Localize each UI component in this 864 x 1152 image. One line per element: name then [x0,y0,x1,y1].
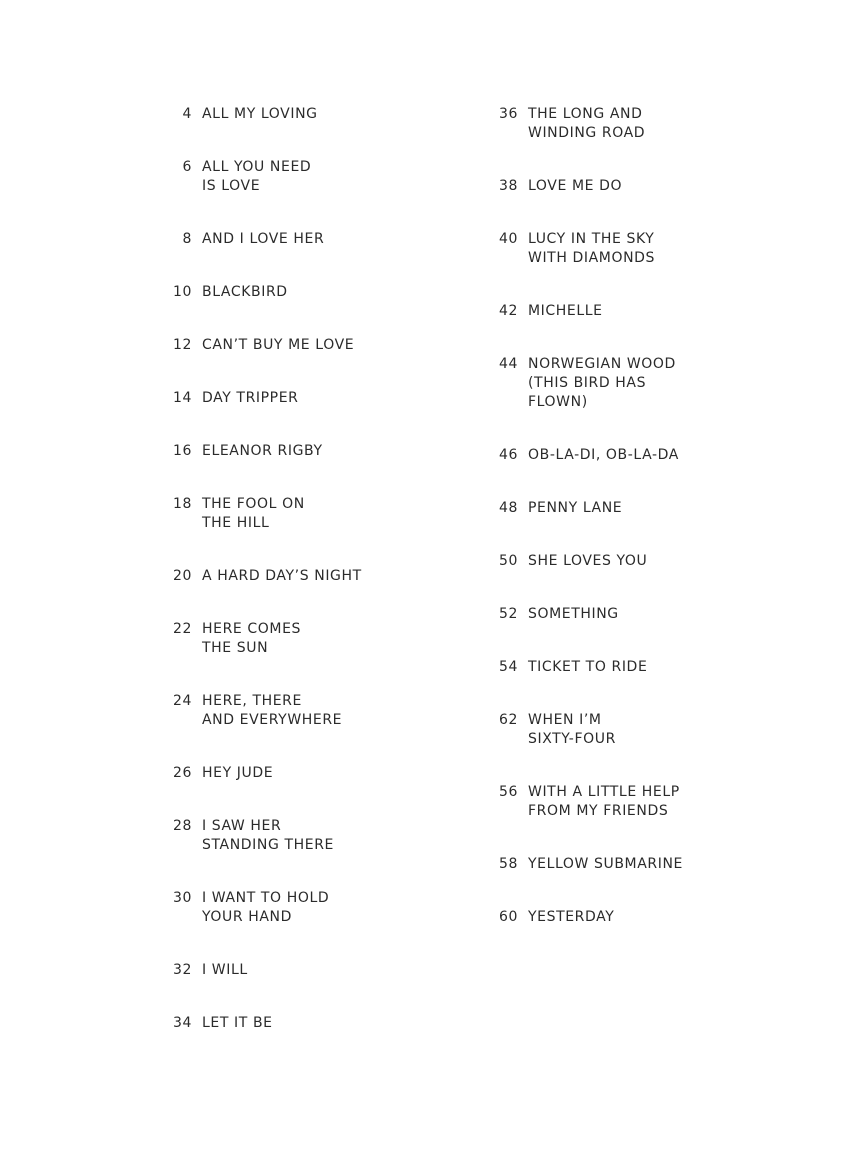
toc-entry [486,177,683,196]
page-number: 20 [172,568,192,584]
toc-entry [486,302,683,321]
song-title: LOVE ME DO [528,178,623,194]
toc-entry [486,355,683,412]
toc-entry [160,961,362,980]
toc-entry [486,711,683,749]
song-title: AND I LOVE HER [202,231,325,247]
song-title: TICKET TO RIDE [528,659,648,675]
song-title: LET IT BE [202,1015,273,1031]
toc-entry [486,105,683,143]
song-title: ELEANOR RIGBY [202,443,323,459]
page-number: 34 [172,1015,192,1031]
toc-entry [160,105,362,124]
song-title: DAY TRIPPER [202,390,299,406]
page-number: 36 [498,106,518,122]
toc-entry [486,446,683,465]
song-title: SHE LOVES YOU [528,553,648,569]
toc-entry [160,442,362,461]
page-number: 32 [172,962,192,978]
toc-entry [486,783,683,821]
toc-entry [486,908,683,927]
page-number: 48 [498,500,518,516]
song-title: OB-LA-DI, OB-LA-DA [528,447,679,463]
song-title: HERE, THERE AND EVERYWHERE [202,693,343,728]
song-title: YELLOW SUBMARINE [528,856,683,872]
page-number: 50 [498,553,518,569]
page-number: 22 [172,621,192,637]
page-number: 12 [172,337,192,353]
toc-entry [160,1014,362,1033]
toc-entry [160,283,362,302]
song-title: HEY JUDE [202,765,274,781]
song-title: ALL YOU NEED IS LOVE [202,159,312,194]
page-number: 6 [182,159,192,175]
page-number: 24 [172,693,192,709]
song-title: PENNY LANE [528,500,623,516]
toc-entry [160,567,362,586]
page-number: 16 [172,443,192,459]
page-number: 46 [498,447,518,463]
song-title: WHEN I’M SIXTY-FOUR [528,712,616,747]
song-title: A HARD DAY’S NIGHT [202,568,362,584]
page-number: 30 [172,890,192,906]
song-title: I WANT TO HOLD YOUR HAND [202,890,330,925]
contents-left-column [160,105,362,1067]
song-title: HERE COMES THE SUN [202,621,302,656]
page-number: 38 [498,178,518,194]
page-number: 4 [182,106,192,122]
song-title: LUCY IN THE SKY WITH DIAMONDS [528,231,656,266]
page-number: 8 [182,231,192,247]
toc-entry [160,389,362,408]
toc-entry [486,230,683,268]
toc-entry [160,230,362,249]
toc-entry [160,889,362,927]
page-number: 54 [498,659,518,675]
page-number: 42 [498,303,518,319]
page-number: 62 [498,712,518,728]
page-number: 10 [172,284,192,300]
page-number: 40 [498,231,518,247]
song-title: CAN’T BUY ME LOVE [202,337,355,353]
page-number: 52 [498,606,518,622]
toc-entry [486,605,683,624]
song-title: THE FOOL ON THE HILL [202,496,305,531]
page-number: 56 [498,784,518,800]
toc-entry [160,336,362,355]
toc-entry [160,495,362,533]
song-title: SOMETHING [528,606,619,622]
contents-right-column [486,105,683,961]
toc-entry [160,817,362,855]
song-title: I SAW HER STANDING THERE [202,818,334,853]
song-title: BLACKBIRD [202,284,288,300]
page-number: 58 [498,856,518,872]
page-number: 14 [172,390,192,406]
song-title: I WILL [202,962,248,978]
page-number: 44 [498,356,518,372]
page-number: 28 [172,818,192,834]
page-number: 26 [172,765,192,781]
song-title: WITH A LITTLE HELP FROM MY FRIENDS [528,784,680,819]
toc-entry [160,620,362,658]
toc-entry [486,658,683,677]
toc-entry [486,552,683,571]
page-number: 60 [498,909,518,925]
page-number: 18 [172,496,192,512]
song-title: THE LONG AND WINDING ROAD [528,106,646,141]
song-title: NORWEGIAN WOOD (THIS BIRD HAS FLOWN) [528,356,676,410]
song-title: YESTERDAY [528,909,615,925]
toc-entry [160,764,362,783]
toc-entry [160,158,362,196]
toc-entry [486,499,683,518]
song-title: MICHELLE [528,303,603,319]
toc-entry [486,855,683,874]
song-title: ALL MY LOVING [202,106,318,122]
toc-entry [160,692,362,730]
